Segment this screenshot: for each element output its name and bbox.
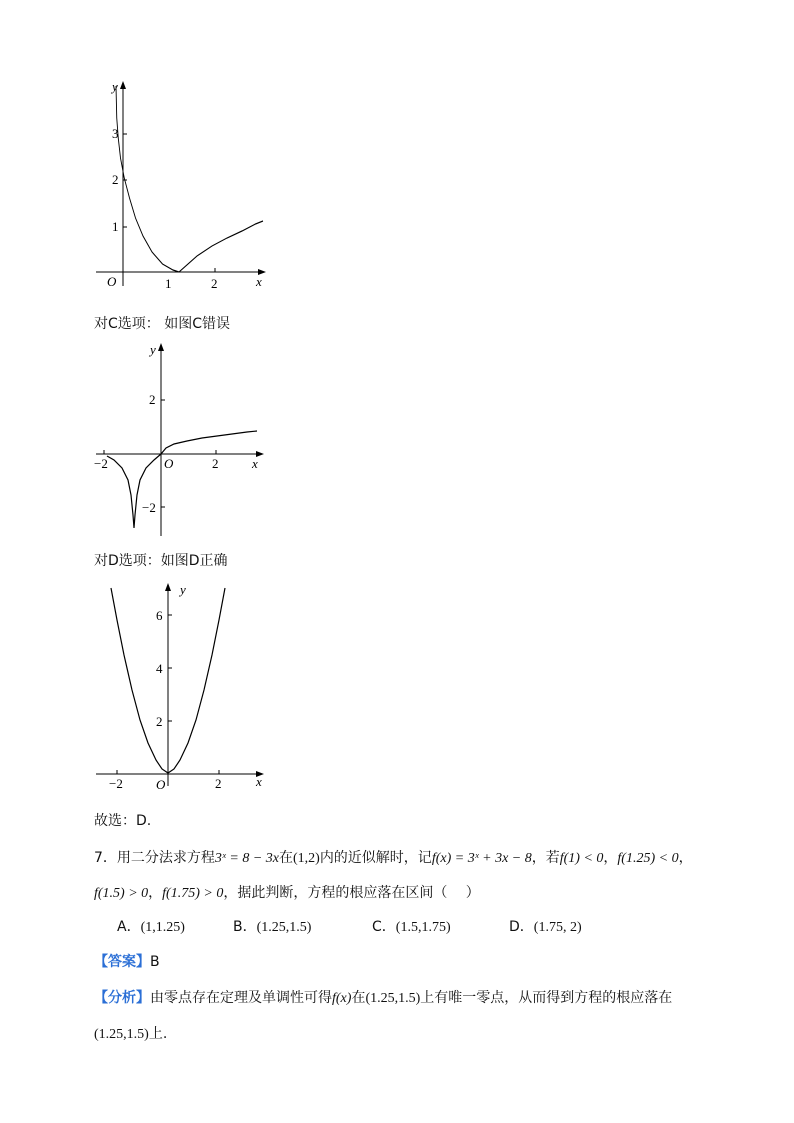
- answer-value: B: [150, 954, 160, 970]
- analysis-text-1: 由零点存在定理及单调性可得: [150, 990, 332, 1006]
- graph-c-ytick-neg2: −2: [142, 500, 156, 515]
- option-letter: B．: [233, 919, 257, 935]
- graph-c-ytick-2: 2: [149, 392, 156, 407]
- q7-cond-2: f(1.25) < 0: [617, 851, 679, 866]
- graph-a-xtick-1: 1: [165, 276, 172, 291]
- graph-a-x-label: x: [256, 274, 262, 289]
- graph-d-ytick-4: 4: [156, 661, 163, 676]
- graph-a-xtick-2: 2: [211, 276, 218, 291]
- graph-c-x-label: x: [252, 456, 258, 471]
- q7-sep-1: ，: [603, 850, 618, 866]
- graph-a-ytick-3: 3: [112, 126, 119, 141]
- q7-function-def: f(x) = 3ˣ + 3x − 8: [431, 851, 532, 866]
- graph-a-origin: O: [107, 274, 117, 289]
- q7-sep-3: ，: [148, 885, 163, 901]
- graph-d: [92, 580, 272, 792]
- option-value: (1,1.25): [140, 920, 185, 935]
- q7-line-1: [94, 848, 693, 869]
- graph-d-xtick-neg2: −2: [109, 776, 123, 791]
- graph-a-ytick-1: 1: [112, 219, 119, 234]
- graph-c-xtick-2: 2: [212, 456, 219, 471]
- graph-a-y-arrow: [120, 81, 126, 89]
- analysis-line-1: [94, 988, 672, 1009]
- option-d-label: 对D选项：如图D正确: [94, 553, 228, 569]
- option-value: (1.25,1.5): [256, 920, 312, 935]
- graph-d-ytick-2: 2: [156, 714, 163, 729]
- analysis-text-2: 在: [351, 990, 366, 1006]
- q7-equation: 3ˣ = 8 − 3x: [214, 851, 279, 866]
- q7-option-d[interactable]: [509, 917, 582, 938]
- graph-d-y-label: y: [180, 582, 186, 597]
- q7-option-b[interactable]: [233, 917, 311, 938]
- q7-sep-2: ，: [678, 850, 693, 866]
- graph-a-y-label: y: [112, 79, 118, 94]
- q7-option-c[interactable]: [372, 917, 451, 938]
- q7-cond-4: f(1.75) > 0: [162, 886, 224, 901]
- graph-d-xtick-2: 2: [215, 776, 222, 791]
- answer-line: [94, 952, 160, 972]
- analysis-interval-2: (1.25,1.5): [94, 1027, 149, 1042]
- q7-text-5: ，据此判断，方程的根应落在区间（ ）: [223, 885, 480, 901]
- graph-c-origin: O: [164, 456, 174, 471]
- analysis-interval: (1.25,1.5): [365, 991, 421, 1006]
- analysis-text-4: 上.: [148, 1026, 168, 1042]
- q7-text-4: ，若: [531, 850, 560, 866]
- graph-a-curve: [116, 86, 263, 272]
- option-c-label: 对C选项： 如图C错误: [94, 316, 231, 332]
- q7-option-a[interactable]: [117, 917, 185, 938]
- graph-c: [92, 340, 272, 540]
- option-value: (1.75, 2): [533, 920, 582, 935]
- graph-c-left-curve: [107, 454, 161, 528]
- option-letter: C．: [372, 919, 396, 935]
- analysis-fx: f(x): [332, 991, 352, 1006]
- option-letter: D．: [509, 919, 534, 935]
- q7-text-1: 7．用二分法求方程: [94, 850, 215, 866]
- graph-c-xtick-neg2: −2: [94, 456, 108, 471]
- q7-cond-1: f(1) < 0: [559, 851, 604, 866]
- graph-d-origin: O: [156, 777, 166, 792]
- option-value: (1.5,1.75): [395, 920, 451, 935]
- analysis-line-2: [94, 1024, 167, 1045]
- conclusion: 故选：D.: [94, 813, 152, 829]
- graph-c-y-label: y: [150, 342, 156, 357]
- answer-tag: 【答案】: [94, 954, 150, 970]
- option-letter: A．: [117, 919, 141, 935]
- q7-line-2: [94, 883, 480, 904]
- graph-d-ytick-6: 6: [156, 608, 163, 623]
- q7-cond-3: f(1.5) > 0: [94, 886, 149, 901]
- q7-text-3: 内的近似解时，记: [319, 850, 432, 866]
- graph-a-ytick-2: 2: [112, 172, 119, 187]
- analysis-tag: 【分析】: [94, 990, 150, 1006]
- graph-d-x-label: x: [256, 774, 262, 789]
- graph-c-right-curve: [161, 431, 257, 454]
- graph-a: [92, 78, 272, 294]
- analysis-text-3: 上有唯一零点，从而得到方程的根应落在: [420, 990, 673, 1006]
- q7-interval: (1,2): [292, 851, 320, 866]
- q7-text-2: 在: [278, 850, 293, 866]
